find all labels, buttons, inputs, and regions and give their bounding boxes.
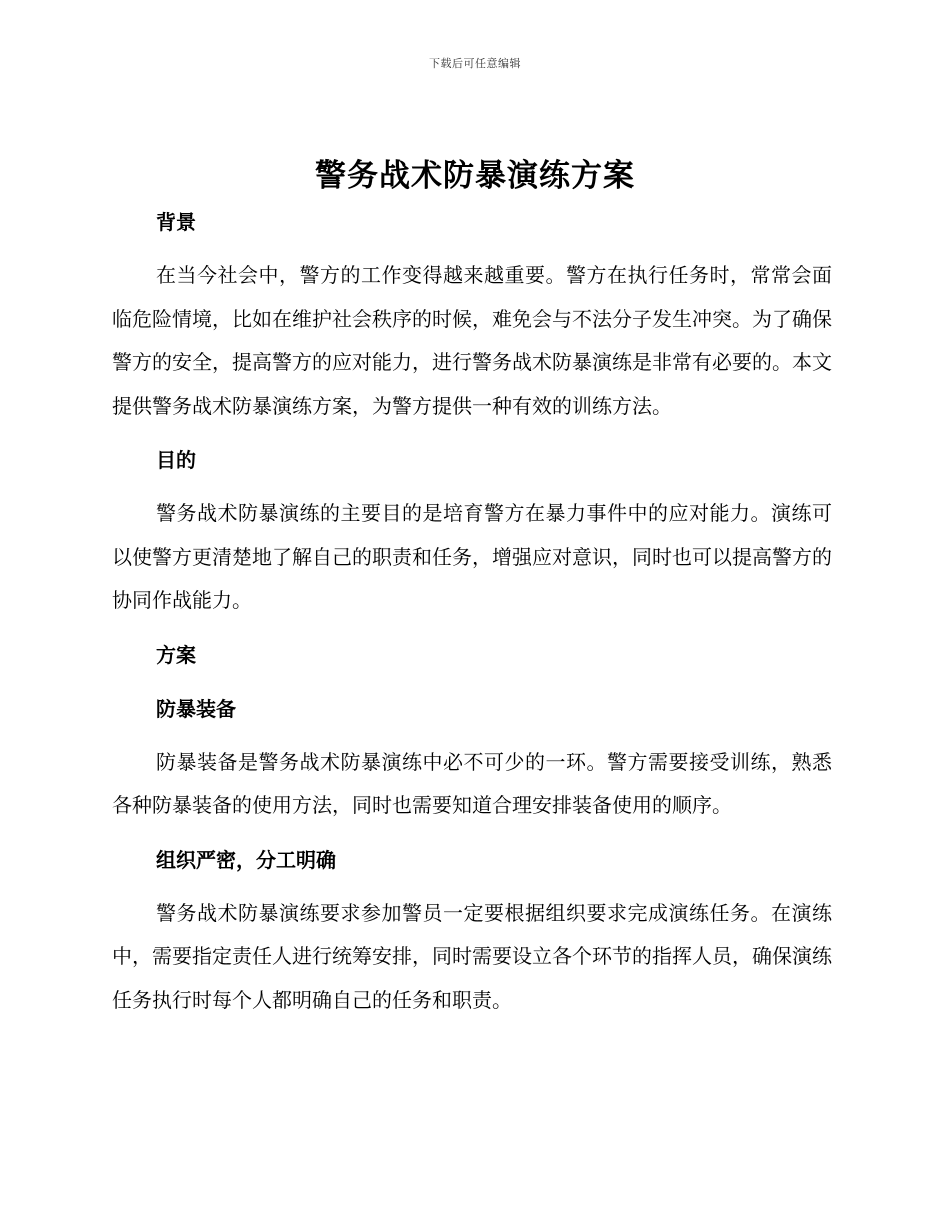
section-paragraph-background: 在当今社会中，警方的工作变得越来越重要。警方在执行任务时，常常会面临危险情境，比如在维护社会秩序的时候，难免会与不法分子发生冲突。为了确保警方的安全，提高警方的应对能力，进行警务战术防暴演练是非常有必要的。本文提供警务战术防暴演练方案，为警方提供一种有效的训练方法。: [112, 263, 832, 418]
section-heading-purpose: 目的: [156, 448, 196, 472]
document-body: [112, 200, 832, 1022]
header-note: 下载后可任意编辑: [429, 57, 521, 70]
section-heading-plan: 方案: [156, 642, 196, 667]
section-paragraph-organization: 警务战术防暴演练要求参加警员一定要根据组织要求完成演练任务。在演练中，需要指定责任人进行统筹安排，同时需要设立各个环节的指挥人员，确保演练任务执行时每个人都明确自己的任务和职责。: [112, 900, 832, 1012]
section-heading-organization: 组织严密，分工明确: [156, 847, 336, 872]
document-title: 警务战术防暴演练方案: [315, 158, 635, 194]
section-heading-background: 背景: [156, 210, 196, 234]
section-paragraph-purpose: 警务战术防暴演练的主要目的是培育警方在暴力事件中的应对能力。演练可以使警方更清楚地了解自己的职责和任务，增强应对意识，同时也可以提高警方的协同作战能力。: [112, 501, 832, 612]
section-heading-equipment: 防暴装备: [156, 696, 236, 721]
section-paragraph-equipment: 防暴装备是警务战术防暴演练中必不可少的一环。警方需要接受训练，熟悉各种防暴装备的使用方法，同时也需要知道合理安排装备使用的顺序。: [112, 749, 832, 817]
